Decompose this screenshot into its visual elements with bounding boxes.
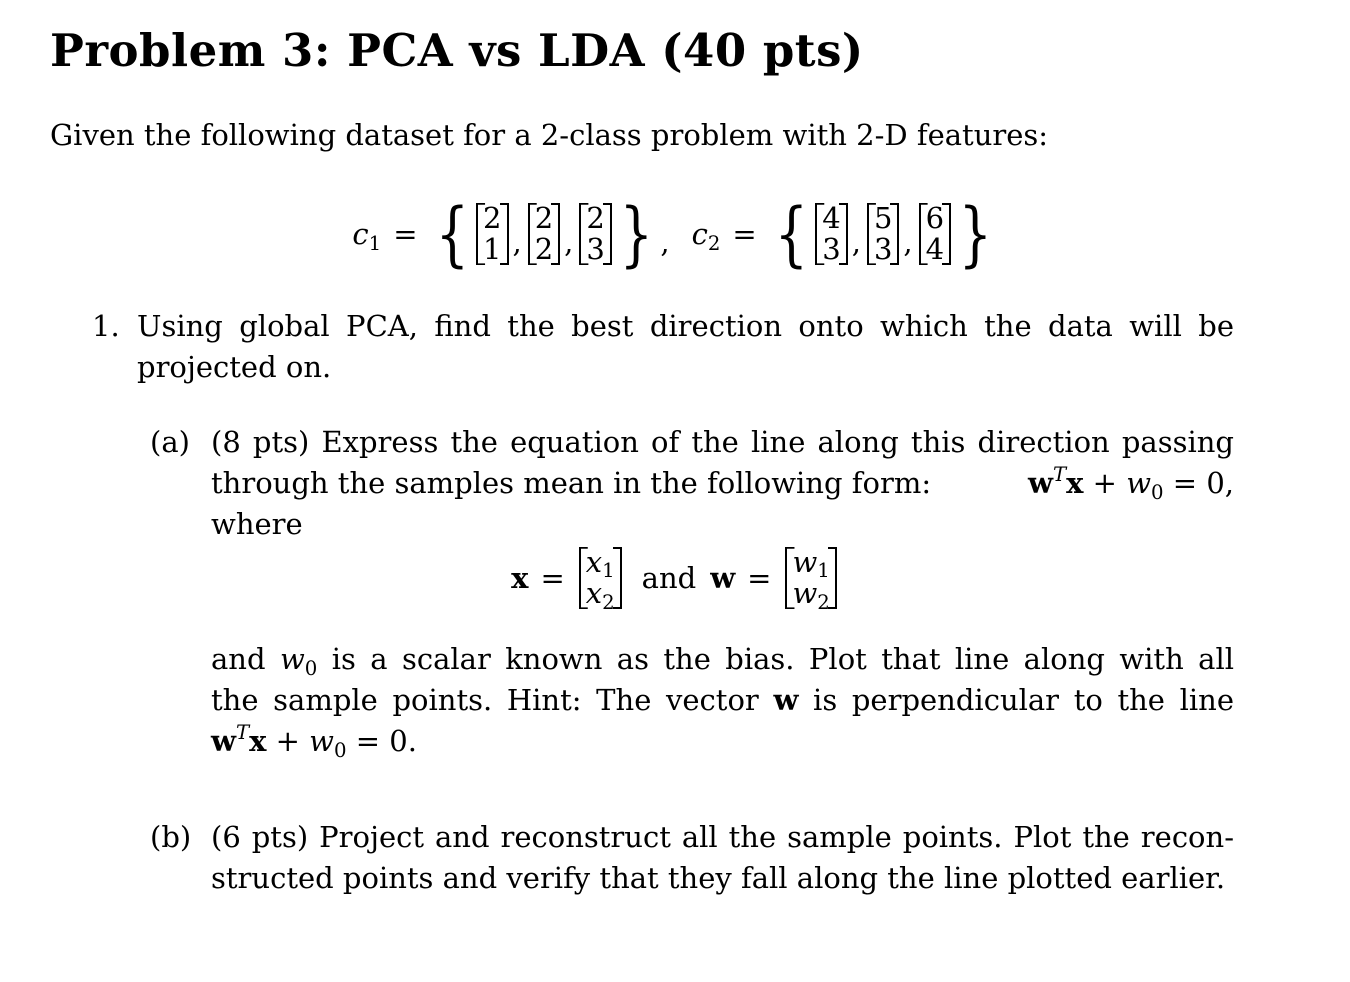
part-a-line-2: through the samples mean in the following form: $w^Tx + w0 = 0$, [211,463,1234,507]
left-brace: { [774,193,808,275]
part-a-line-3: where [211,507,303,541]
right-brace: } [619,193,653,275]
class2-point-1: 4 3 [815,203,847,266]
class1-point-2: 2 2 [528,203,560,266]
equals-sign: = [393,217,418,251]
dataset-equation: c1 = { 2 1 , 2 2 , 2 3 } , c2 = { 4 3 , 5 3 , 6 4 } [352,193,993,275]
part-b-line-1: (6 pts) Project and reconstruct all the sample points. Plot the recon- [211,820,1234,854]
part-a-line-1: (8 pts) Express the equation of the line along this direction passing [211,425,1234,459]
part-a-after-line-3: $w^Tx + w0 = 0$. [211,721,417,762]
w-vector-symbol: w [710,561,736,595]
class1-point-3: 2 3 [579,203,611,266]
w-vector: w1 w2 [785,547,836,610]
class2-point-3: 6 4 [919,203,951,266]
left-brace: { [435,193,469,275]
class2-symbol: c2 [691,217,721,255]
intro-text: Given the following dataset for a 2-class problem with 2-D features: [50,118,1049,152]
class1-symbol: c1 [352,217,382,255]
right-brace: } [958,193,993,275]
vector-definitions: x = x1 x2 and w = w1 w2 [0,536,1350,620]
x-vector-symbol: x [511,561,529,595]
part-a-after-line-2: the sample points. Hint: The vector w is perpendicular to the line [211,683,1235,717]
part-a-after-line-1: and w0 is a scalar known as the bias. Plot that line along with all [211,642,1235,680]
and-word: and [641,561,697,595]
class1-point-1: 2 1 [476,203,508,266]
class2-point-2: 5 3 [867,203,899,266]
problem-title: Problem 3: PCA vs LDA (40 pts) [50,24,864,77]
question-1-line-2: projected on. [137,350,332,384]
equals-sign: = [732,217,757,251]
part-b-label: (b) [150,820,192,854]
x-vector: x1 x2 [579,547,622,610]
question-1-line-1: Using global PCA, find the best direction onto which the data will be [137,309,1234,343]
question-1-number: 1. [92,309,120,343]
part-b-line-2: structed points and verify that they fall along the line plotted earlier. [211,861,1226,895]
part-a-label: (a) [150,425,190,459]
line-equation: $w^Tx + w0 = 0$, [1028,463,1234,504]
